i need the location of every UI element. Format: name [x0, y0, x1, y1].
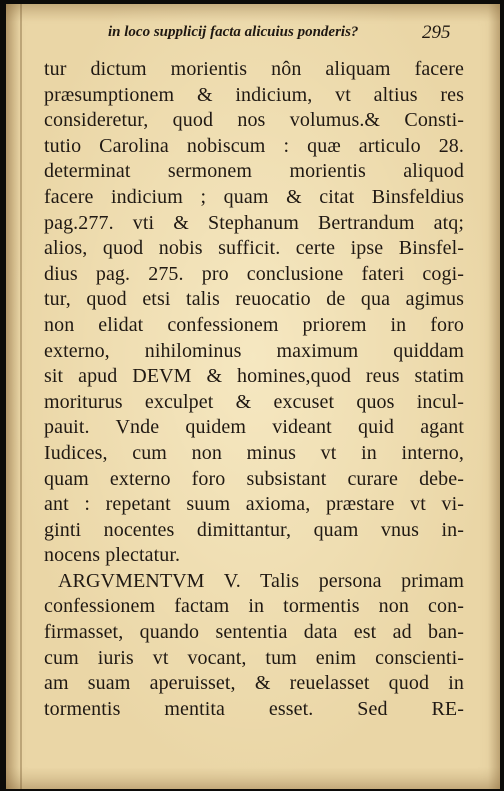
- text-line: nocens plectatur.: [44, 544, 181, 567]
- text-line: facere indicium ; quam & citat Binsfeldius: [44, 185, 464, 208]
- text-line-catchword: tormentis mentita esset. Sed RE-: [44, 697, 464, 720]
- text-line: tur, quod etsi talis reuocatio de qua agimus: [44, 288, 464, 311]
- text-line: ginti nocentes dimittantur, quam vnus in-: [44, 518, 464, 541]
- text-line: tutio Carolina nobiscum : quæ articulo 28.: [44, 134, 464, 157]
- text-line: determinat sermonem morientis aliquod: [44, 160, 464, 183]
- page-gutter-shadow: [20, 4, 22, 789]
- text-line: cum iuris vt vocant, tum enim conscienti-: [44, 646, 464, 669]
- text-line: alios, quod nobis sufficit. certe ipse Binsfel-: [44, 237, 464, 260]
- text-line: quam externo foro subsistant curare debe-: [44, 467, 464, 490]
- text-line: ant : repetant suum axioma, præstare vt vi-: [44, 493, 464, 516]
- text-line: Iudices, cum non minus vt in interno,: [44, 441, 464, 464]
- text-line: non elidat confessionem priorem in foro: [44, 313, 464, 336]
- text-line: externo, nihilominus maximum quiddam: [44, 339, 464, 362]
- text-line: am suam aperuisset, & reuelasset quod in: [44, 672, 464, 695]
- text-line: pauit. Vnde quidem videant quid agant: [44, 416, 464, 439]
- body-text: [44, 57, 464, 722]
- text-line: firmasset, quando sententia data est ad ban-: [44, 621, 464, 644]
- text-line: consideretur, quod nos volumus.& Consti-: [44, 109, 464, 132]
- text-line: dius pag. 275. pro conclusione fateri cogi-: [44, 262, 464, 285]
- text-line: tur dictum morientis nôn aliquam facere: [44, 58, 464, 80]
- text-line: sit apud DEVM & homines,quod reus statim: [44, 365, 464, 388]
- text-line: confessionem factam in tormentis non con-: [44, 595, 464, 618]
- text-line: moriturus exculpet & excuset quos incul-: [44, 390, 464, 413]
- running-head: in loco supplicij facta alicuius ponderis?: [108, 24, 359, 40]
- text-line: pag.277. vti & Stephanum Bertrandum atq;: [44, 211, 464, 234]
- text-line: præsumptionem & indicium, vt altius res: [44, 83, 464, 106]
- book-page: [6, 4, 500, 789]
- page-number: 295: [422, 22, 451, 43]
- text-line-argument-heading: ARGVMENTVM V. Talis persona primam: [58, 569, 464, 592]
